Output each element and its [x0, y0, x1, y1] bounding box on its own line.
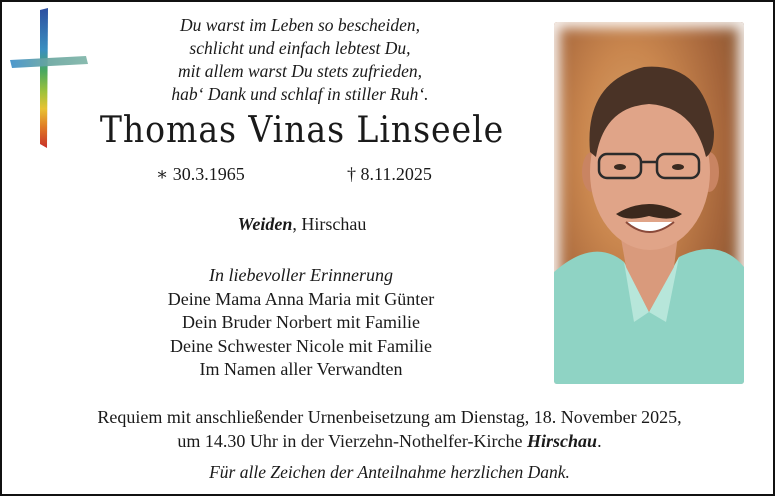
- poem-line: hab‘ Dank und schlaf in stiller Ruh‘.: [171, 84, 429, 104]
- service-line-2-end: .: [597, 430, 602, 451]
- service-line-2: [22, 430, 757, 454]
- poem: [122, 14, 478, 106]
- mourner-line: Dein Bruder Norbert mit Familie: [182, 312, 420, 332]
- death-date: † 8.11.2025: [347, 164, 432, 184]
- rainbow-cross-icon: [10, 8, 90, 150]
- poem-line: mit allem warst Du stets zufrieden,: [177, 61, 423, 81]
- poem-line: Du warst im Leben so bescheiden,: [179, 15, 421, 35]
- residence-primary: Weiden: [237, 214, 293, 234]
- birth-date: ∗ 30.3.1965: [156, 164, 245, 184]
- mourner-line: Deine Schwester Nicole mit Familie: [170, 335, 432, 356]
- mourners-list: [122, 264, 480, 382]
- service-line-1: Requiem mit anschließender Urnenbeisetzung am Dienstag, 18. November 2025,: [97, 407, 682, 427]
- residence-secondary: , Hirschau: [292, 214, 367, 234]
- thanks-line: Für alle Zeichen der Anteilnahme herzlichen Dank.: [209, 462, 570, 482]
- poem-line: schlicht und einfach lebtest Du,: [189, 38, 411, 58]
- service-info: [22, 406, 757, 453]
- mourners-intro: In liebevoller Erinnerung: [209, 265, 393, 285]
- service-location: Hirschau: [527, 430, 598, 451]
- deceased-name: Thomas Vinas Linseele: [99, 110, 505, 151]
- mourner-line: Im Namen aller Verwandten: [199, 359, 403, 379]
- service-line-2-text: um 14.30 Uhr in der Vierzehn-Nothelfer-Kirche: [177, 430, 528, 451]
- mourner-line: Deine Mama Anna Maria mit Günter: [167, 288, 435, 309]
- portrait-photo: [554, 22, 744, 384]
- residence: [182, 214, 422, 235]
